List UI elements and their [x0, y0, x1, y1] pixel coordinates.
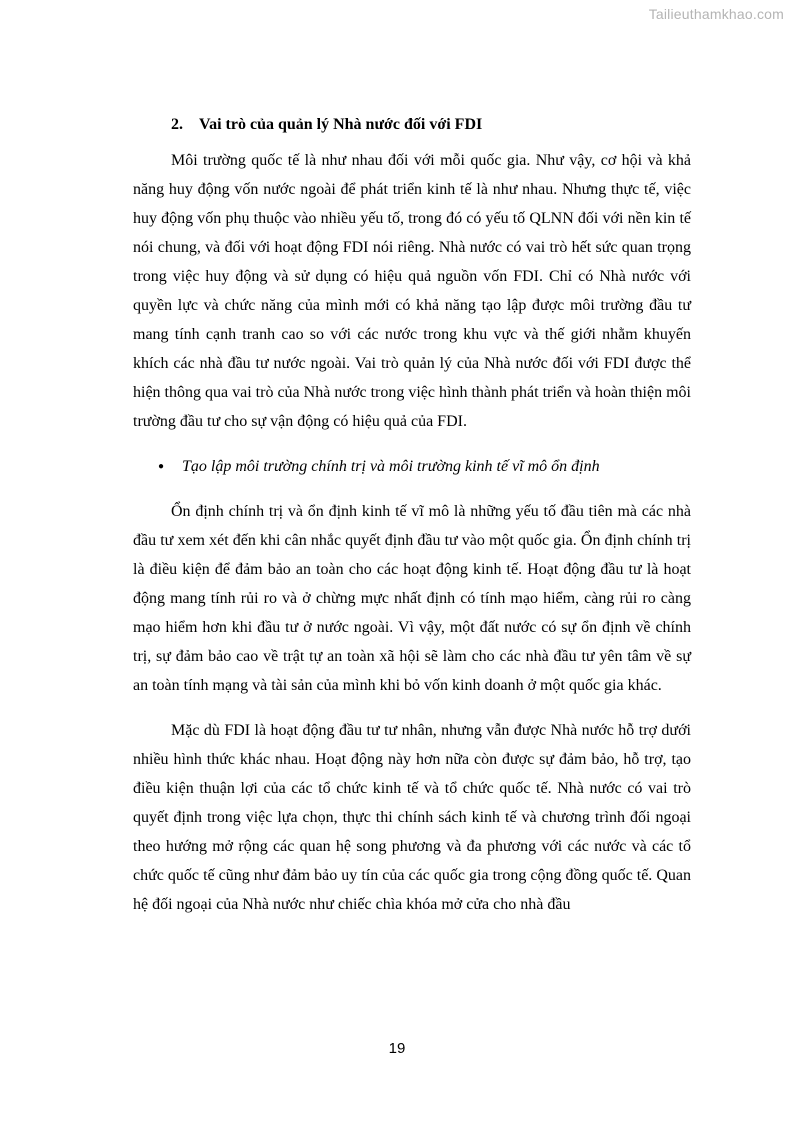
paragraph-2: Ổn định chính trị và ổn định kinh tế vĩ mô là những yếu tố đầu tiên mà các nhà đầu tư xem xét đến khi cân nhắc quyết định đầu tư vào một quốc gia. Ổn định chính trị là điều kiện để đảm bảo an toàn cho các hoạt động kinh tế. Hoạt động đầu tư là hoạt động mang tính rủi ro và ở chừng mực nhất định có tính mạo hiểm, càng rủi ro càng mạo hiểm hơn khi đầu tư ở nước ngoài. Vì vậy, một đất nước có sự ổn định về chính trị, sự đảm bảo cao về trật tự an toàn xã hội sẽ làm cho các nhà đầu tư yên tâm về sự an toàn tính mạng và tài sản của mình khi bỏ vốn kinh doanh ở một quốc gia khác.	[133, 503, 691, 694]
section-heading	[171, 110, 691, 139]
page-number: 19	[388, 1040, 406, 1057]
bullet-icon: ●	[158, 461, 165, 472]
section-title: Vai trò của quản lý Nhà nước đối với FDI	[199, 116, 483, 133]
bullet-text: Tạo lập môi trường chính trị và môi trường kinh tế vĩ mô ổn định	[182, 458, 600, 475]
document-body	[133, 110, 691, 935]
paragraph-1: Môi trường quốc tế là như nhau đối với mỗi quốc gia. Như vậy, cơ hội và khả năng huy động vốn nước ngoài để phát triển kinh tế là như nhau. Nhưng thực tế, việc huy động vốn phụ thuộc vào nhiều yếu tố, trong đó có yếu tố QLNN đối với nền kin tế nói chung, và đối với hoạt động FDI nói riêng. Nhà nước có vai trò hết sức quan trọng trong việc huy động và sử dụng có hiệu quả nguồn vốn FDI. Chỉ có Nhà nước với quyền lực và chức năng của mình mới có khả năng tạo lập được môi trường đầu tư mang tính cạnh tranh cao so với các nước trong khu vực và thế giới nhằm khuyến khích các nhà đầu tư nước ngoài. Vai trò quản lý của Nhà nước đối với FDI được thể hiện thông qua vai trò của Nhà nước trong việc hình thành phát triển và hoàn thiện môi trường đầu tư cho sự vận động có hiệu quả của FDI.	[133, 152, 691, 430]
watermark: Tailieuthamkhao.com	[648, 6, 784, 22]
bullet-item	[158, 452, 691, 481]
paragraph-3: Mặc dù FDI là hoạt động đầu tư tư nhân, nhưng vẫn được Nhà nước hỗ trợ dưới nhiều hình thức khác nhau. Hoạt động này hơn nữa còn được sự đảm bảo, hỗ trợ, tạo điều kiện thuận lợi của các tổ chức kinh tế và tổ chức quốc tế. Nhà nước có vai trò quyết định trong việc lựa chọn, thực thi chính sách kinh tế và chương trình đối ngoại theo hướng mở rộng các quan hệ song phương và đa phương với các nước và các tổ chức quốc tế cũng như đảm bảo uy tín của các quốc gia trong cộng đồng quốc tế. Quan hệ đối ngoại của Nhà nước như chiếc chìa khóa mở cửa cho nhà đầu	[133, 722, 691, 913]
section-number: 2.	[171, 116, 183, 133]
